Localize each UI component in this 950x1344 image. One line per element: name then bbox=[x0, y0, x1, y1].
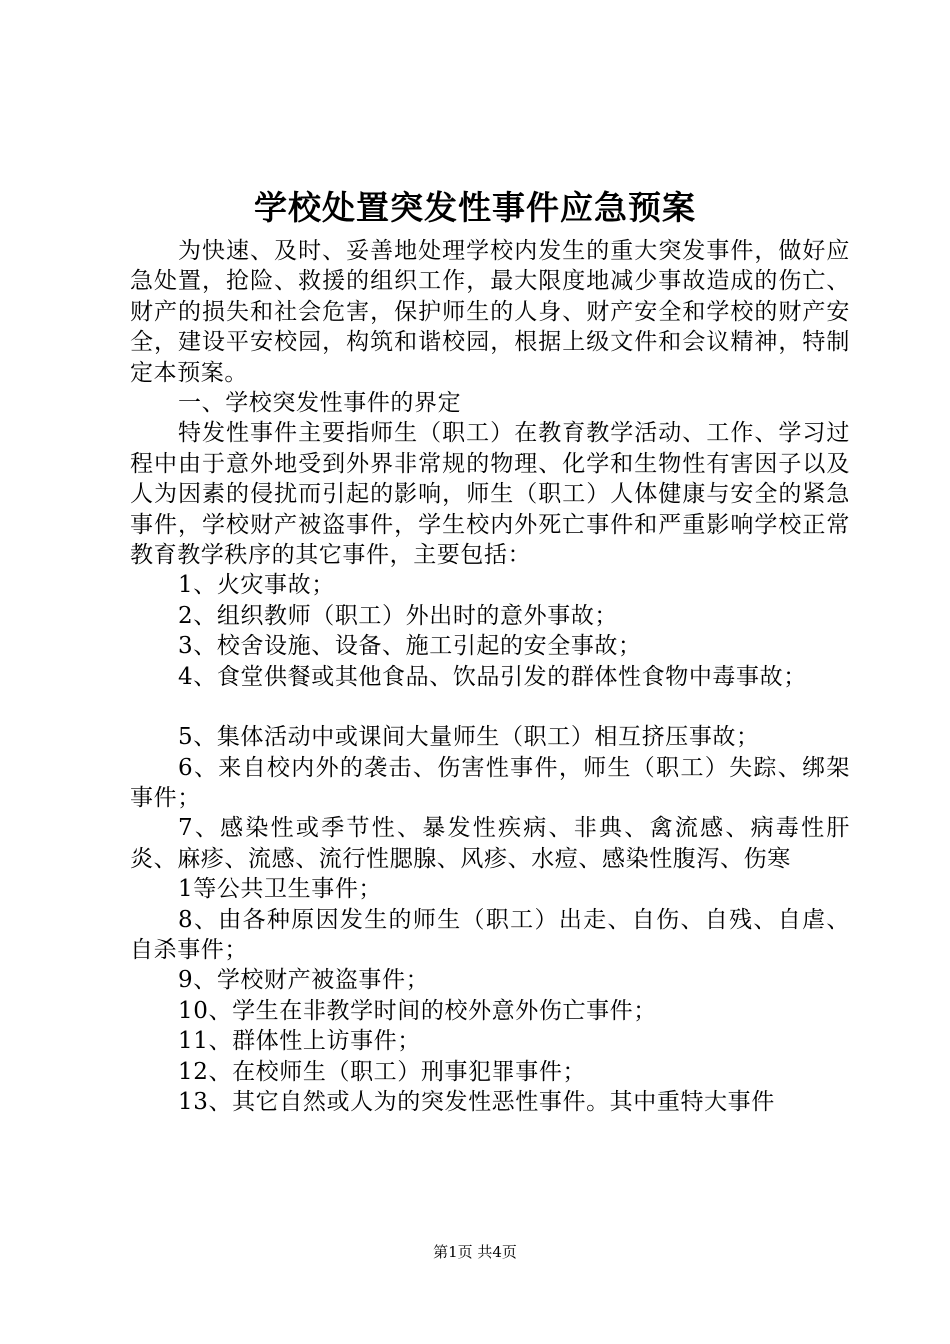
list-item: 4、食堂供餐或其他食品、饮品引发的群体性食物中毒事故； bbox=[178, 663, 807, 690]
list-item: 6、来自校内外的袭击、伤害性事件，师生（职工）失踪、绑架事件； bbox=[130, 754, 850, 811]
list-item: 1、火灾事故； bbox=[178, 572, 335, 599]
list-item: 2、组织教师（职工）外出时的意外事故； bbox=[178, 602, 619, 629]
list-item: 13、其它自然或人为的突发性恶性事件。其中重特大事件 bbox=[178, 1088, 775, 1115]
section-heading: 一、学校突发性事件的界定 bbox=[178, 390, 462, 417]
list-item: 9、学校财产被盗事件； bbox=[178, 967, 430, 994]
list-item: 11、群体性上访事件； bbox=[178, 1028, 421, 1055]
list-item: 12、在校师生（职工）刑事犯罪事件； bbox=[178, 1058, 587, 1085]
definition-paragraph: 特发性事件主要指师生（职工）在教育教学活动、工作、学习过程中由于意外地受到外界非常规的物理、化学和生物性有害因子以及人为因素的侵扰而引起的影响，师生（职工）人体健康与安全的紧急事件，学校财产被盗事件，学生校内外死亡事件和严重影响学校正常教育教学秩序的其它事件，主要包括： bbox=[130, 420, 850, 569]
list-item: 5、集体活动中或课间大量师生（职工）相互挤压事故； bbox=[178, 724, 760, 751]
list-item: 7、感染性或季节性、暴发性疾病、非典、禽流感、病毒性肝炎、麻疹、流感、流行性腮腺、风疹、水痘、感染性腹泻、伤寒 bbox=[130, 815, 850, 872]
page-footer: 第1页 共4页 bbox=[433, 1243, 517, 1261]
list-item: 3、校舍设施、设备、施工引起的安全事故； bbox=[178, 633, 642, 660]
document-body bbox=[130, 236, 850, 1117]
document-title: 学校处置突发性事件应急预案 bbox=[254, 188, 696, 227]
list-item: 1等公共卫生事件； bbox=[178, 876, 383, 903]
list-item: 10、学生在非教学时间的校外意外伤亡事件； bbox=[178, 997, 657, 1024]
intro-paragraph: 为快速、及时、妥善地处理学校内发生的重大突发事件，做好应急处置，抢险、救援的组织工作，最大限度地减少事故造成的伤亡、财产的损失和社会危害，保护师生的人身、财产安全和学校的财产安全，建设平安校园，构筑和谐校园，根据上级文件和会议精神，特制定本预案。 bbox=[130, 238, 850, 386]
list-item: 8、由各种原因发生的师生（职工）出走、自伤、自残、自虐、自杀事件； bbox=[130, 906, 850, 963]
